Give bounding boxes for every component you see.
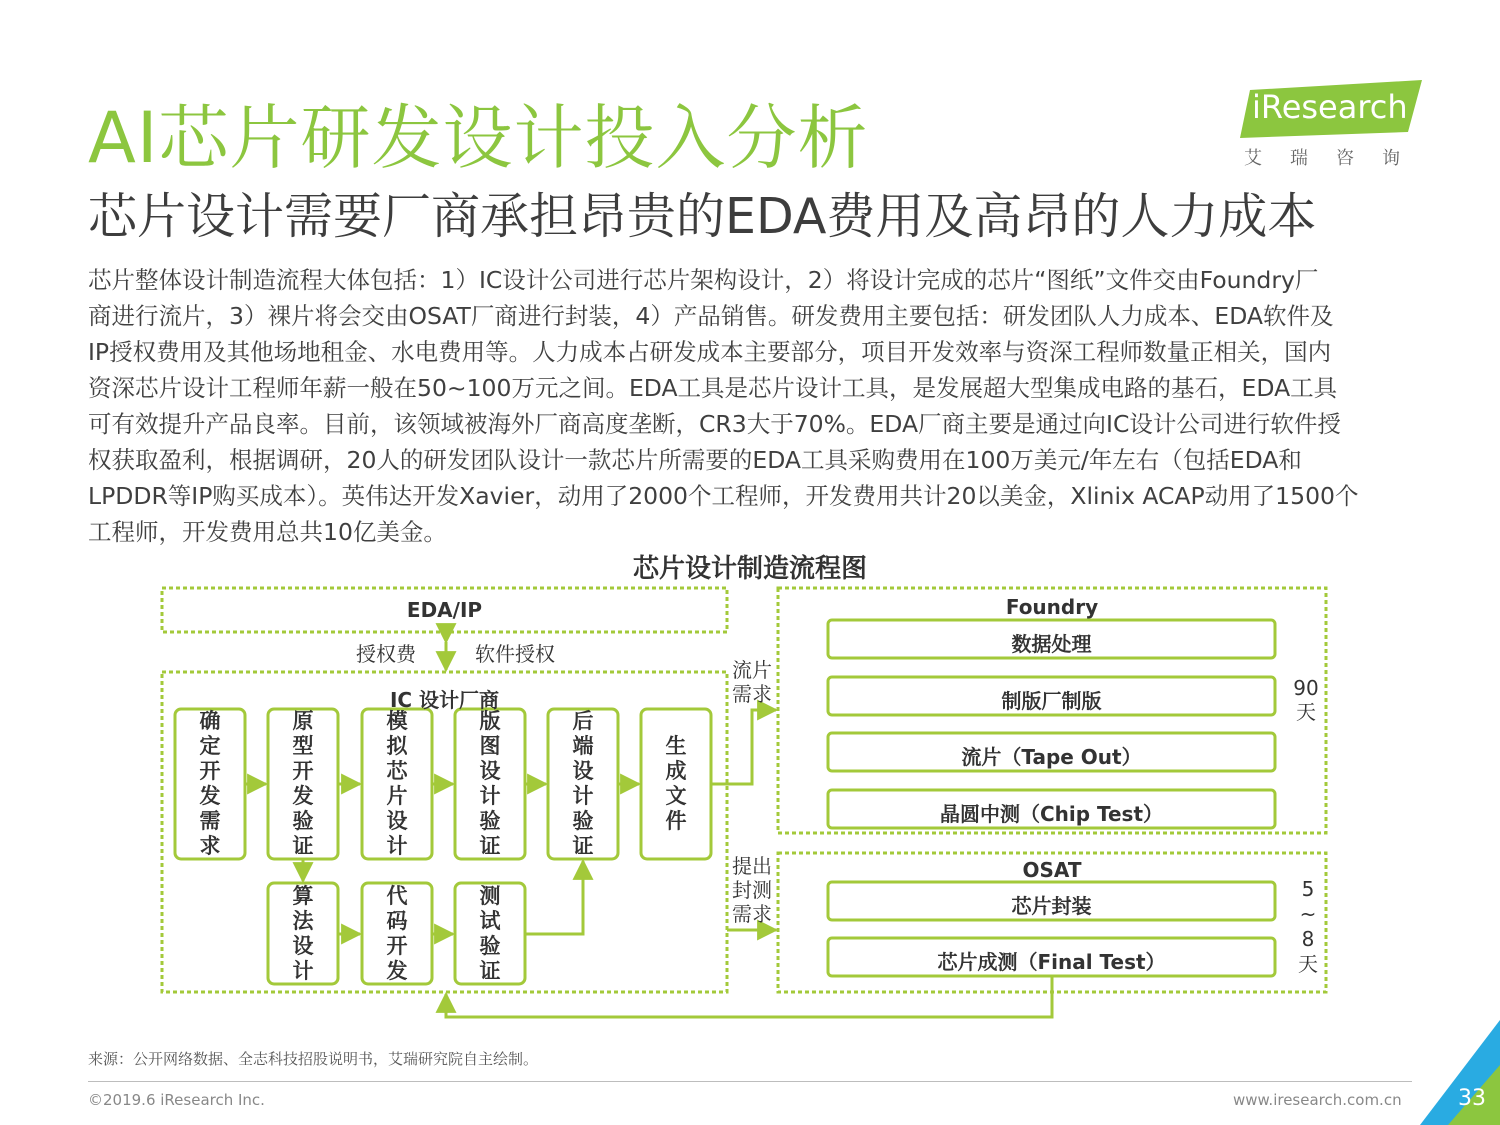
ic-step-label: 模拟芯片设计 <box>386 709 408 858</box>
body-line: 工程师，开发费用总共10亿美金。 <box>88 518 447 546</box>
ic-step-label: 版图设计验证 <box>479 709 501 858</box>
license-fee-label: 授权费 <box>356 642 416 666</box>
tapeout-request-label: 流片需求 <box>732 658 772 706</box>
foundry-label: Foundry <box>1005 595 1099 619</box>
foundry-step-label: 制版厂制版 <box>1001 689 1102 713</box>
ic-step-label: 确定开发需求 <box>199 709 221 858</box>
body-line: 权获取盈利，根据调研，20人的研发团队设计一款芯片所需要的EDA工具采购费用在100万美元/年左右（包括EDA和 <box>88 446 1302 474</box>
foundry-step-label: 数据处理 <box>1011 632 1092 656</box>
eda-ip-label: EDA/IP <box>406 598 483 622</box>
flow-arrow <box>525 861 583 934</box>
test-request-label: 提出封测需求 <box>732 854 772 926</box>
website-link[interactable]: www.iresearch.com.cn <box>1233 1091 1402 1109</box>
ic-substep-label: 测试验证 <box>479 884 501 983</box>
ic-step-label: 生成文件 <box>665 734 687 833</box>
footer-divider <box>88 1081 1412 1082</box>
ic-substep-label: 算法设计 <box>292 884 314 983</box>
feedback-arrow <box>446 976 1052 1017</box>
osat-step-label: 芯片成测（Final Test） <box>937 950 1166 974</box>
osat-step-label: 芯片封装 <box>1011 894 1092 918</box>
osat-label: OSAT <box>1022 858 1082 882</box>
source-note: 来源：公开网络数据、全志科技招股说明书，艾瑞研究院自主绘制。 <box>88 1050 539 1068</box>
body-line: IP授权费用及其他场地租金、水电费用等。人力成本占研发成本主要部分，项目开发效率与资深工程师数量正相关，国内 <box>88 338 1332 366</box>
copyright: ©2019.6 iResearch Inc. <box>88 1091 265 1109</box>
body-line: LPDDR等IP购买成本）。英伟达开发Xavier，动用了2000个工程师，开发费用共计20以美金，Xlinix ACAP动用了1500个 <box>88 482 1359 510</box>
body-line: 可有效提升产品良率。目前，该领域被海外厂商高度垄断，CR3大于70%。EDA厂商主要是通过向IC设计公司进行软件授 <box>88 410 1341 438</box>
foundry-step-label: 晶圆中测（Chip Test） <box>939 802 1164 826</box>
ic-step-label: 原型开发验证 <box>292 709 314 858</box>
software-license-label: 软件授权 <box>475 642 555 666</box>
ic-step-label: 后端设计验证 <box>572 709 594 858</box>
tapeout-arrow <box>711 710 776 784</box>
body-line: 资深芯片设计工程师年薪一般在50~100万元之间。EDA工具是芯片设计工具，是发展超大型集成电路的基石，EDA工具 <box>88 374 1338 402</box>
foundry-step-label: 流片（Tape Out） <box>961 745 1142 769</box>
page-subtitle: 芯片设计需要厂商承担昂贵的EDA费用及高昂的人力成本 <box>88 188 1317 245</box>
osat-duration: 5~8天 <box>1298 877 1318 976</box>
logo-chinese: 艾瑞咨询 <box>1244 148 1428 169</box>
body-line: 芯片整体设计制造流程大体包括：1）IC设计公司进行芯片架构设计，2）将设计完成的芯片“图纸”文件交由Foundry厂 <box>88 266 1319 294</box>
body-line: 商进行流片，3）裸片将会交由OSAT厂商进行封装，4）产品销售。研发费用主要包括：研发团队人力成本、EDA软件及 <box>88 302 1334 330</box>
ic-design-house-label: IC 设计厂商 <box>389 688 500 712</box>
page-title: AI芯片研发设计投入分析 <box>88 97 869 179</box>
diagram-title: 芯片设计制造流程图 <box>632 554 867 584</box>
logo-word: iResearch <box>1252 88 1408 126</box>
foundry-duration: 90天 <box>1293 676 1319 724</box>
ic-substep-label: 代码开发 <box>386 884 408 983</box>
page-number: 33 <box>1458 1086 1486 1111</box>
